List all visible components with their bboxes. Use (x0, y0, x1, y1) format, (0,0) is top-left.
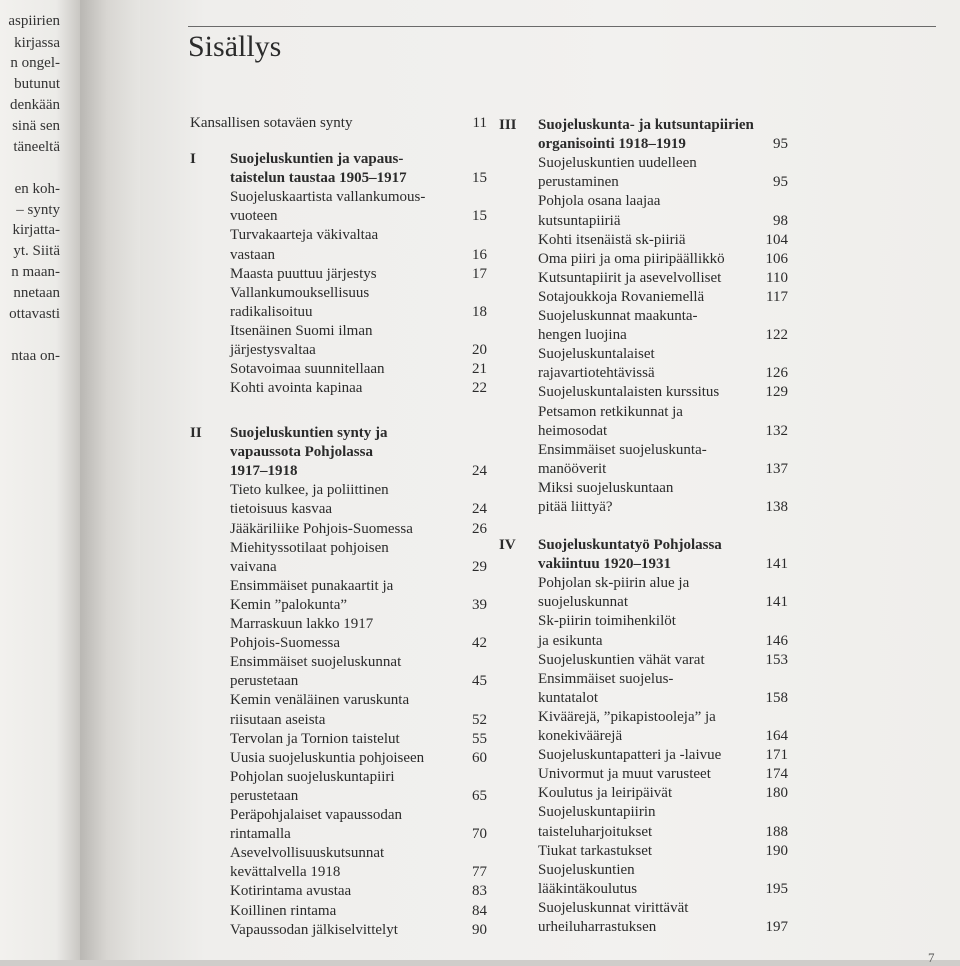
toc-entry-title: Pohjolan sk-piirin alue ja (538, 575, 690, 592)
toc-entry-title: Tiukat tarkastukset (538, 842, 653, 859)
toc-entry-title: Maasta puuttuu järjestys (230, 265, 377, 282)
facing-page-text: butunut (14, 76, 60, 92)
toc-page-number: 16 (472, 246, 487, 263)
facing-page-text: n maan- (11, 264, 60, 280)
toc-page-number: 45 (472, 673, 487, 690)
toc-entry-title: Pohjois-Suomessa (230, 635, 341, 652)
toc-page-number: 90 (472, 921, 487, 938)
facing-page-text: yt. Siitä (13, 243, 60, 259)
toc-entry-title: Vapaussodan jälkiselvittelyt (230, 921, 398, 938)
toc-entry-title: Pohjola osana laajaa (538, 193, 661, 210)
toc-entry-title: Ensimmäiset punakaartit ja (230, 577, 394, 594)
section-heading: vakiintuu 1920–1931 (538, 556, 671, 573)
toc-page-number: 129 (765, 384, 788, 401)
toc-entry-title: Peräpohjalaiset vapaussodan (230, 807, 403, 823)
toc-entry-title: Asevelvollisuuskutsunnat (230, 845, 385, 862)
section-page-number: 95 (773, 136, 788, 153)
toc-page-number: 122 (765, 327, 788, 344)
facing-page-text: en koh- (14, 181, 60, 197)
section-heading: Suojeluskuntatyö Pohjolassa (538, 537, 722, 553)
toc-entry-title: Kansallisen sotaväen synty (190, 115, 353, 131)
toc-page-number: 138 (765, 499, 788, 515)
toc-page-number: 197 (765, 919, 788, 935)
toc-page-number: 20 (472, 342, 487, 358)
section-heading: Suojeluskunta- ja kutsuntapiirien (538, 117, 754, 133)
section-number: II (190, 425, 202, 441)
section-heading: organisointi 1918–1919 (538, 136, 686, 153)
toc-page-number: 42 (472, 635, 487, 652)
toc-entry-title: Kiväärejä, ”pikapistooleja” ja (538, 708, 716, 725)
toc-page-number: 188 (765, 823, 788, 840)
toc-entry-title: heimosodat (538, 422, 608, 439)
toc-entry-title: Suojeluskaartista vallankumous- (230, 189, 426, 206)
toc-page-number: 132 (765, 422, 788, 439)
toc-page-number: 29 (472, 558, 487, 575)
toc-entry-title: hengen luojina (538, 327, 627, 344)
toc-entry-title: Suojeluskuntien uudelleen (538, 155, 697, 172)
section-page-number: 24 (472, 463, 487, 480)
toc-entry-title: taisteluharjoitukset (538, 823, 653, 840)
toc-entry-title: Suojeluskunnat maakunta- (538, 308, 698, 324)
top-rule (188, 26, 936, 27)
facing-page-text: kirjassa (14, 35, 60, 51)
toc-entry-title: Sotajoukkoja Rovaniemellä (538, 288, 705, 305)
section-number: IV (499, 537, 516, 553)
toc-page-number: 26 (472, 520, 487, 537)
toc-entry-title: Miksi suojeluskuntaan (538, 479, 674, 496)
toc-page-number: 17 (472, 265, 487, 282)
toc-entry-title: manööverit (538, 460, 607, 477)
facing-page-text: täneeltä (13, 139, 60, 155)
toc-entry-title: vaivana (230, 558, 277, 575)
toc-page-number: 104 (765, 231, 788, 248)
toc-entry-title: radikalisoituu (230, 303, 313, 320)
toc-entry-title: Sk-piirin toimihenkilöt (538, 613, 676, 630)
toc-entry-title: Turvakaarteja väkivaltaa (230, 227, 379, 244)
toc-page-number: 24 (472, 501, 487, 518)
facing-page-text: ottavasti (9, 306, 60, 322)
toc-page-number: 190 (765, 842, 788, 859)
toc-entry-title: Kotirintama avustaa (230, 883, 352, 900)
section-number: I (190, 151, 196, 167)
section-heading: taistelun taustaa 1905–1917 (230, 170, 407, 187)
toc-page-number: 84 (472, 902, 487, 919)
facing-page (0, 0, 80, 960)
section-heading: 1917–1918 (230, 463, 298, 480)
toc-entry-title: vastaan (230, 246, 275, 263)
toc-page-number: 60 (472, 749, 487, 766)
toc-page-number: 195 (765, 880, 788, 897)
toc-entry-title: perustetaan (230, 787, 299, 804)
toc-entry-title: Kemin ”palokunta” (230, 596, 348, 613)
toc-entry-title: Koillinen rintama (230, 902, 337, 919)
toc-page-number: 55 (472, 730, 487, 747)
toc-page-number: 117 (766, 288, 788, 305)
toc-entry-title: Tervolan ja Tornion taistelut (230, 730, 400, 747)
toc-page-number: 52 (472, 711, 487, 728)
book-gutter (80, 0, 140, 960)
section-number: III (499, 117, 517, 133)
toc-entry-title: Sotavoimaa suunnitellaan (230, 361, 385, 378)
toc-entry-title: järjestysvaltaa (230, 342, 316, 358)
toc-entry-title: Kutsuntapiirit ja asevelvolliset (538, 269, 722, 286)
toc-page-number: 110 (766, 269, 788, 286)
toc-entry-title: Vallankumouksellisuus (230, 284, 370, 301)
toc-entry-title: perustaminen (538, 174, 619, 191)
toc-entry-title: ja esikunta (538, 632, 603, 649)
toc-page-number: 158 (765, 689, 788, 706)
toc-entry-title: Univormut ja muut varusteet (538, 766, 711, 783)
toc-entry-title: Kohti itsenäistä sk-piiriä (538, 231, 686, 248)
toc-page-number: 77 (472, 864, 487, 881)
facing-page-text: aspiirien (8, 13, 60, 29)
toc-entry-title: Koulutus ja leiripäivät (538, 785, 673, 802)
toc-entry-title: rajavartiotehtävissä (538, 365, 655, 382)
toc-page-number: 164 (765, 728, 788, 744)
toc-entry-title: kutsuntapiiriä (538, 212, 621, 229)
facing-page-text: ntaa on- (11, 348, 60, 364)
toc-entry-title: urheiluharrastuksen (538, 919, 657, 935)
toc-entry-title: Uusia suojeluskuntia pohjoiseen (230, 749, 425, 766)
toc-entry-title: Tieto kulkee, ja poliittinen (230, 482, 389, 499)
toc-entry-title: Suojeluskuntapiirin (538, 804, 656, 821)
toc-page-number: 11 (472, 115, 487, 131)
toc-page-number: 180 (765, 785, 788, 802)
toc-page-number: 21 (472, 361, 487, 378)
facing-page-text: denkään (10, 97, 60, 113)
toc-entry-title: Marraskuun lakko 1917 (230, 616, 374, 632)
toc-page-number: 70 (472, 826, 487, 843)
toc-entry-title: Oma piiri ja oma piiripäällikkö (538, 250, 725, 267)
toc-page-number: 83 (472, 883, 487, 900)
toc-page-number: 98 (773, 212, 788, 229)
toc-entry-title: Jääkäriliike Pohjois-Suomessa (230, 520, 413, 537)
toc-page-number: 95 (773, 174, 788, 191)
toc-entry-title: Kohti avointa kapinaa (230, 380, 363, 397)
facing-page-text: – synty (16, 202, 60, 218)
toc-entry-title: Suojeluskuntapatteri ja -laivue (538, 747, 722, 764)
facing-page-text: sinä sen (12, 118, 60, 134)
toc-entry-title: vuoteen (230, 208, 278, 225)
page-number: 7 (928, 950, 935, 965)
toc-page-number: 106 (765, 250, 788, 267)
toc-page-number: 174 (765, 766, 788, 783)
toc-page-number: 171 (765, 747, 788, 764)
toc-page-number: 146 (765, 632, 788, 649)
toc-entry-title: tietoisuus kasvaa (230, 501, 333, 518)
toc-page-number: 39 (472, 596, 487, 613)
toc-entry-title: Suojeluskuntalaiset (538, 346, 655, 363)
toc-entry-title: Pohjolan suojeluskuntapiiri (230, 768, 395, 785)
toc-entry-title: suojeluskunnat (538, 594, 628, 611)
toc-entry-title: Ensimmäiset suojeluskunnat (230, 654, 402, 671)
toc-entry-title: lääkintäkoulutus (538, 880, 638, 897)
toc-entry-title: kevättalvella 1918 (230, 864, 341, 881)
toc-entry-title: kuntatalot (538, 689, 598, 706)
toc-entry-title: Kemin venäläinen varuskunta (230, 692, 410, 709)
toc-page-number: 65 (472, 787, 487, 804)
section-heading: vapaussota Pohjolassa (230, 444, 373, 461)
toc-page-number: 15 (472, 208, 487, 225)
toc-page-number: 153 (765, 651, 788, 668)
toc-entry-title: konekiväärejä (538, 728, 623, 744)
facing-page-text: kirjatta- (12, 222, 60, 238)
toc-page-number: 141 (765, 594, 788, 611)
page-title: Sisällys (188, 30, 282, 63)
toc-entry-title: pitää liittyä? (538, 499, 613, 515)
facing-page-text: n ongel- (10, 55, 60, 71)
section-page-number: 141 (765, 556, 788, 573)
toc-entry-title: Suojeluskunnat virittävät (538, 899, 689, 916)
toc-entry-title: Suojeluskuntien (538, 861, 635, 878)
toc-entry-title: Miehityssotilaat pohjoisen (230, 539, 389, 556)
toc-entry-title: riisutaan aseista (230, 711, 326, 728)
section-heading: Suojeluskuntien synty ja (230, 425, 388, 441)
toc-entry-title: Suojeluskuntien vähät varat (538, 651, 705, 668)
toc-entry-title: Ensimmäiset suojeluskunta- (538, 441, 707, 458)
facing-page-text: nnetaan (13, 285, 60, 301)
toc-page-number: 18 (472, 303, 487, 320)
toc-page-number: 126 (765, 365, 788, 382)
toc-entry-title: Itsenäinen Suomi ilman (230, 322, 373, 339)
toc-entry-title: Suojeluskuntalaisten kurssitus (538, 384, 720, 401)
toc-entry-title: Petsamon retkikunnat ja (538, 403, 683, 420)
toc-page-number: 137 (765, 460, 788, 477)
section-heading: Suojeluskuntien ja vapaus- (230, 151, 404, 167)
toc-entry-title: Ensimmäiset suojelus- (538, 670, 674, 687)
toc-page-number: 22 (472, 380, 487, 397)
toc-entry-title: perustetaan (230, 673, 299, 690)
section-page-number: 15 (472, 170, 487, 187)
toc-entry-title: rintamalla (230, 826, 291, 843)
